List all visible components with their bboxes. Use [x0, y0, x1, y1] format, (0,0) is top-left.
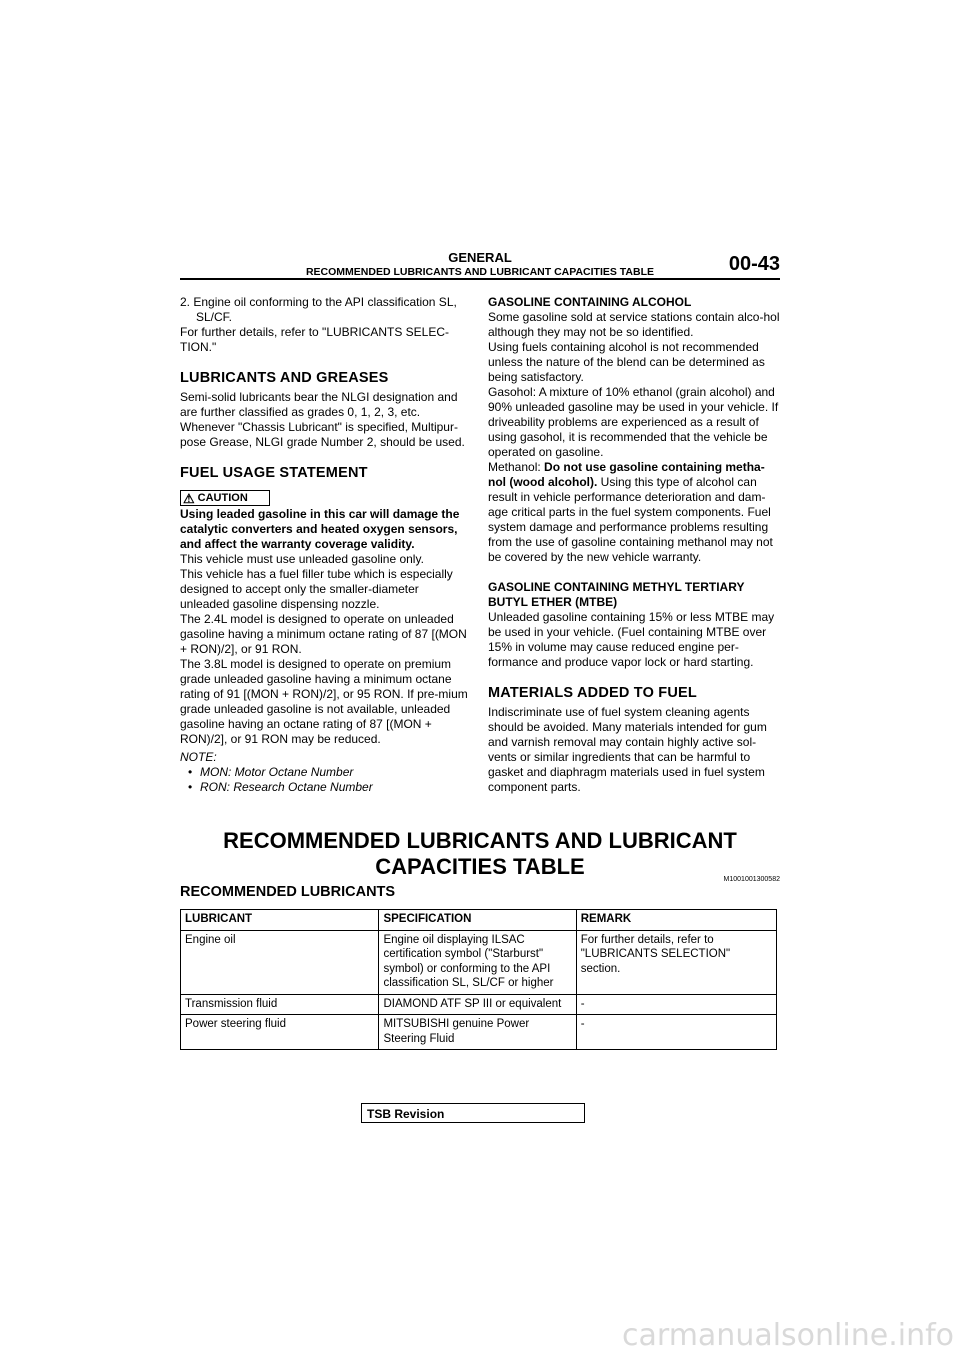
column-header: LUBRICANT	[181, 910, 379, 931]
note-label: NOTE:	[180, 749, 217, 764]
methanol-warning: Do not use gasoline containing metha-nol (wood alcohol).	[488, 460, 765, 489]
caution-box	[180, 490, 270, 506]
methanol-paragraph	[488, 460, 780, 565]
table-row	[181, 1015, 777, 1050]
methanol-prefix: Methanol:	[488, 460, 545, 474]
lubricants-text: Semi-solid lubricants bear the NLGI designation and are further classified as grades 0, 1, 2, 3, etc. Whenever "Chassis Lubricant" is specified, Multipur-pose Grease, NLGI grade Number 2, should be used.	[180, 390, 465, 449]
section-title	[180, 828, 780, 880]
table-row	[181, 994, 777, 1015]
recommended-lubricants-heading: RECOMMENDED LUBRICANTS	[180, 884, 396, 900]
document-id: M1001001300582	[723, 876, 780, 883]
table-cell: DIAMOND ATF SP III or equivalent	[379, 994, 576, 1015]
table-row	[181, 930, 777, 994]
header-title: GENERAL	[448, 250, 512, 265]
column-header: REMARK	[576, 910, 776, 931]
mtbe-text: Unleaded gasoline containing 15% or less MTBE may be used in your vehicle. (Fuel containing MTBE over 15% in volume may cause reduced engine per-formance and produce vapor lock or hard starting.	[488, 610, 775, 669]
section-title-line-2: CAPACITIES TABLE	[375, 854, 585, 879]
materials-text: Indiscriminate use of fuel system cleaning agents should be avoided. Many materials intended for gum and varnish removal may contain highly active sol-vents or similar ingredients that can be harmful to gasket and diaphragm materials used in fuel system component parts.	[488, 705, 767, 794]
warning-icon: ⚠	[183, 490, 195, 506]
methanol-rest: Using this type of alcohol can result in vehicle performance deterioration and dam-age critical parts in the fuel system components. Fuel system damage and performance problems resulting from the use of gasoline containing methanol may not be covered by the new vehicle warranty.	[488, 475, 773, 564]
table-cell: Transmission fluid	[181, 994, 379, 1015]
column-header: SPECIFICATION	[379, 910, 576, 931]
caution-label: CAUTION	[197, 491, 248, 504]
caution-text: Using leaded gasoline in this car will damage the catalytic converters and heated oxygen sensors, and affect the warranty coverage validity.	[180, 506, 460, 551]
header-subtitle: RECOMMENDED LUBRICANTS AND LUBRICANT CAPACITIES TABLE	[305, 266, 655, 278]
list-item-2: 2. Engine oil conforming to the API classification SL,	[180, 295, 457, 309]
table-cell: Power steering fluid	[181, 1015, 379, 1050]
fuel-usage-heading: FUEL USAGE STATEMENT	[180, 465, 368, 481]
fuel-paragraph-3: The 2.4L model is designed to operate on unleaded gasoline having a minimum octane rating of 87 [(MON + RON)/2], or 91 RON.	[180, 611, 467, 656]
fuel-paragraph-1: This vehicle must use unleaded gasoline only.	[180, 551, 424, 566]
mtbe-heading: GASOLINE CONTAINING METHYL TERTIARY BUTYL ETHER (MTBE)	[488, 580, 745, 609]
note-block	[180, 750, 470, 795]
list-item-2-cont: SL/CF.	[196, 310, 233, 324]
alcohol-heading: GASOLINE CONTAINING ALCOHOL	[488, 295, 692, 309]
right-column	[488, 295, 780, 795]
table-cell: -	[576, 994, 776, 1015]
page-number: 00-43	[728, 253, 780, 275]
alcohol-paragraph-2: Using fuels containing alcohol is not recommended unless the nature of the blend can be determined as being satisfactory.	[488, 340, 765, 384]
alcohol-paragraph-3: Gasohol: A mixture of 10% ethanol (grain alcohol) and 90% unleaded gasoline may be used in your vehicle. If driveability problems are experienced as a result of using gasohol, it is recommended that the vehicle be operated on gasoline.	[488, 385, 779, 459]
materials-heading: MATERIALS ADDED TO FUEL	[488, 685, 697, 701]
table-header-row	[181, 910, 777, 931]
table-cell: Engine oil	[181, 930, 379, 994]
table-cell: For further details, refer to "LUBRICANTS SELECTION" section.	[576, 930, 776, 994]
table-cell: MITSUBISHI genuine Power Steering Fluid	[379, 1015, 576, 1050]
lubricants-heading: LUBRICANTS AND GREASES	[180, 370, 389, 386]
alcohol-paragraph-1: Some gasoline sold at service stations contain alco-hol although they may not be so identified.	[488, 310, 780, 339]
note-item: • RON: Research Octane Number	[188, 780, 470, 795]
fuel-paragraph-2: This vehicle has a fuel filler tube which is especially designed to accept only the smaller-diameter unleaded gasoline dispensing nozzle.	[180, 566, 453, 611]
fuel-paragraph-4: The 3.8L model is designed to operate on premium grade unleaded gasoline having a minimum octane rating of 91 [(MON + RON)/2], or 95 RON. If pre-mium grade unleaded gasoline is not available, unleaded gasoline having an octane rating of 87 [(MON + RON)/2], or 91 RON may be reduced.	[180, 656, 468, 746]
further-details-text: For further details, refer to "LUBRICANTS SELEC-TION."	[180, 325, 450, 354]
table-cell: -	[576, 1015, 776, 1050]
note-item: • MON: Motor Octane Number	[188, 765, 470, 780]
table-cell: Engine oil displaying ILSAC certification symbol ("Starburst" symbol) or conforming to the API classification SL, SL/CF or higher	[379, 930, 576, 994]
watermark: carmanualsonline.info	[622, 1318, 954, 1353]
header-rule	[180, 278, 780, 280]
lubricants-table	[180, 909, 777, 1050]
tsb-revision-box: TSB Revision	[361, 1103, 585, 1123]
left-column	[180, 295, 470, 795]
section-title-line-1: RECOMMENDED LUBRICANTS AND LUBRICANT	[223, 828, 737, 853]
